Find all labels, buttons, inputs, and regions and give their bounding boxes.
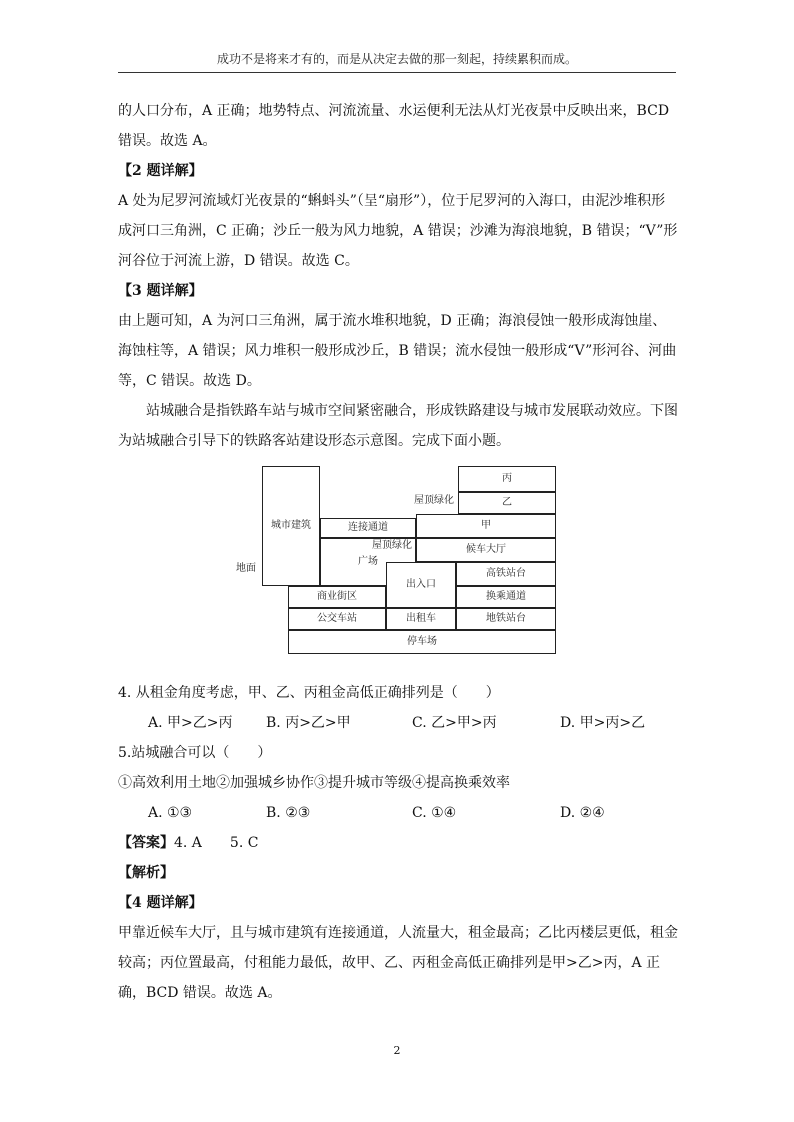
answer-label: 【答案】 (118, 835, 174, 851)
question-5-options (118, 798, 678, 828)
paragraph-1: 的人口分布，A 正确；地势特点、河流流量、水运便利无法从灯光夜景中反映出来，BCD 错误。故选 A。 (118, 103, 670, 149)
label-square: 广场 (358, 556, 378, 567)
box-jia: 甲 (416, 514, 556, 538)
paragraph-2: A 处为尼罗河流域灯光夜景的“蝌蚪头”（呈“扇形”），位于尼罗河的入海口，由泥沙堆积形成河口三角洲，C 正确；沙丘一般为风力地貌，A 错误；沙滩为海浪地貌，B 错误；“V”形河谷位于河流上游，D 错误。故选 C。 (118, 193, 678, 269)
box-parking: 停车场 (288, 630, 556, 654)
page-number: 2 (393, 1044, 401, 1057)
question-5-stem: 5.站城融合可以（ ） (118, 745, 272, 761)
heading-q3-detail: 【3 题详解】 (118, 283, 203, 299)
header-divider (118, 72, 676, 73)
box-city-building: 城市建筑 (262, 466, 320, 586)
paragraph-3: 由上题可知，A 为河口三角洲，属于流水堆积地貌，D 正确；海浪侵蚀一般形成海蚀崖、海蚀柱等，A 错误；风力堆积一般形成沙丘，B 错误；流水侵蚀一般形成“V”形河谷、河曲等，C 错误。故选 D。 (118, 313, 677, 389)
question-5-items: ①高效利用土地②加强城乡协作③提升城市等级④提高换乘效率 (118, 775, 510, 791)
q4-option-d: D. 甲>丙>乙 (560, 715, 646, 731)
heading-q4-detail: 【4 题详解】 (118, 895, 203, 911)
q5-option-b: B. ②③ (266, 805, 311, 821)
answer-line (118, 828, 678, 858)
paragraph-4: 甲靠近候车大厅，且与城市建筑有连接通道，人流量大，租金最高；乙比丙楼层更低，租金较高；丙位置最高，付租能力最低，故甲、乙、丙租金高低正确排列是甲>乙>丙，A 正确，BCD 错误。故选 A。 (118, 925, 678, 1001)
box-hsr-platform: 高铁站台 (456, 562, 556, 586)
header-motto: 成功不是将来才有的，而是从决定去做的那一刻起，持续累积而成。 (216, 52, 577, 66)
box-exit: 出入口 (386, 562, 456, 608)
q5-option-c: C. ①④ (412, 805, 457, 821)
box-commercial: 商业街区 (288, 586, 386, 608)
box-connect-passage: 连接通道 (320, 518, 416, 538)
intro-paragraph: 站城融合是指铁路车站与城市空间紧密融合，形成铁路建设与城市发展联动效应。下图为站城融合引导下的铁路客站建设形态示意图。完成下面小题。 (118, 403, 678, 449)
analysis-heading: 【解析】 (118, 865, 174, 881)
box-metro: 地铁站台 (456, 608, 556, 630)
q5-option-a: A. ①③ (148, 805, 193, 821)
box-waiting-hall: 候车大厅 (416, 538, 556, 562)
q4-option-c: C. 乙>甲>丙 (412, 715, 497, 731)
q4-option-b: B. 丙>乙>甲 (266, 715, 351, 731)
q5-option-d: D. ②④ (560, 805, 605, 821)
question-4-options (118, 708, 678, 738)
heading-q2-detail: 【2 题详解】 (118, 163, 203, 179)
box-yi: 乙 (458, 492, 556, 514)
document-body (118, 96, 678, 1008)
box-transfer: 换乘通道 (456, 586, 556, 608)
q4-option-a: A. 甲>乙>丙 (148, 715, 233, 731)
box-taxi: 出租车 (386, 608, 456, 630)
box-bus: 公交车站 (288, 608, 386, 630)
label-roof-green-top: 屋顶绿化 (414, 495, 454, 506)
box-bing: 丙 (458, 466, 556, 492)
station-city-diagram (118, 466, 678, 672)
question-4-stem: 4. 从租金角度考虑，甲、乙、丙租金高低正确排列是（ ） (118, 685, 500, 701)
answer-text: 4. A 5. C (174, 835, 259, 851)
label-ground: 地面 (236, 563, 256, 574)
label-roof-green-mid: 屋顶绿化 (372, 540, 412, 551)
